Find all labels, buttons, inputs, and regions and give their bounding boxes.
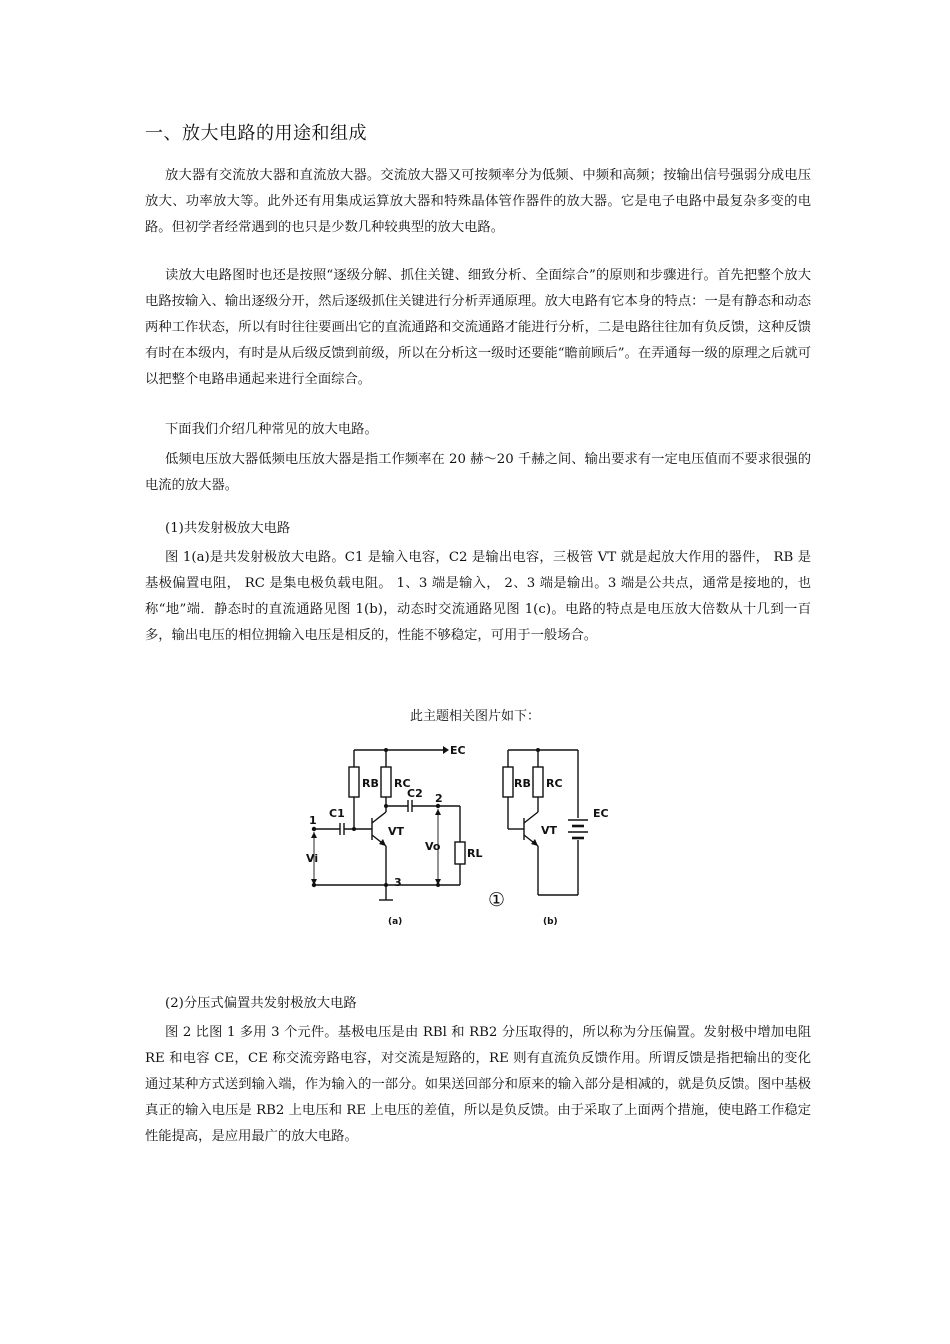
section-heading: 一、放大电路的用途和组成: [145, 123, 367, 144]
label-fig-b: (b): [543, 917, 558, 927]
paragraph-reading-method: 读放大电路图时也还是按照“逐级分解、抓住关键、细致分析、全面综合”的原则和步骤进行。首先把整个放大电路按输入、输出逐级分开，然后逐级抓住关键进行分析弄通原理。放大电路有它本身的特点：一是有静态和动态两种工作状态，所以有时往往要画出它的直流通路和交流通路才能进行分析，二是电路往往加有负反馈，这种反馈有时在本级内，有时是从后级反馈到前级，所以在分析这一级时还要能“瞻前顾后”。在弄通每一级的原理之后就可以把整个电路串通起来进行全面综合。: [145, 268, 811, 387]
subheading-voltage-divider-bias: (2)分压式偏置共发射极放大电路: [165, 996, 357, 1011]
label-rc-a: RC: [394, 777, 411, 790]
paragraph-common-emitter: 图 1(a)是共发射极放大电路。C1 是输入电容，C2 是输出电容，三极管 VT 就是起放大作用的器件， RB 是基极偏置电阻， RC 是集电极负载电阻。 1、3 端是输入， 2、3 端是输出。3 端是公共点，通常是接地的，也称“地”端．静态时的直流通路见图 1(b)，动态时交流通路见图 1(c)。电路的特点是电压放大倍数从十几到一百多，输出电压的相位拥输入电压是相反的，性能不够稳定，可用于一般场合。: [145, 550, 811, 643]
label-node-1: 1: [309, 814, 317, 827]
paragraph-amplifier-types: 放大器有交流放大器和直流放大器。交流放大器又可按频率分为低频、中频和高频；按输出信号强弱分成电压放大、功率放大等。此外还有用集成运算放大器和特殊晶体管作器件的放大器。它是电子电路中最复杂多变的电路。但初学者经常遇到的也只是少数几种较典型的放大电路。: [145, 168, 811, 235]
label-rc-b: RC: [546, 777, 563, 790]
label-ec-b: EC: [593, 807, 609, 820]
label-vt-b: VT: [541, 824, 558, 837]
label-node-3: 3: [394, 876, 402, 889]
label-c2: C2: [407, 787, 423, 800]
paragraph-voltage-divider-bias: 图 2 比图 1 多用 3 个元件。基极电压是由 RBl 和 RB2 分压取得的，所以称为分压偏置。发射极中增加电阻 RE 和电容 CE，CE 称交流旁路电容，对交流是短路的，RE 则有直流负反馈作用。所谓反馈是指把输出的变化通过某种方式送到输入端，作为输入的一部分。如果送回部分和原来的输入部分是相减的，就是负反馈。图中基极真正的输入电压是 RB2 上电压和 RE 上电压的差值，所以是负反馈。由于采取了上面两个措施，使电路工作稳定性能提高，是应用最广的放大电路。: [145, 1025, 811, 1144]
label-vi: Vi: [306, 852, 319, 865]
amplifier-circuit-diagram: [300, 736, 630, 936]
label-rb-a: RB: [362, 777, 379, 790]
label-rl: RL: [467, 847, 483, 860]
label-figure-number: ①: [488, 889, 506, 911]
paragraph-low-freq-amplifier: 低频电压放大器低频电压放大器是指工作频率在 20 赫～20 千赫之间、输出要求有一定电压值而不要求很强的电流的放大器。: [145, 452, 811, 493]
label-vt-a: VT: [388, 825, 405, 838]
figure-caption: 此主题相关图片如下：: [409, 709, 540, 724]
label-rb-b: RB: [514, 777, 531, 790]
label-fig-a: (a): [388, 917, 403, 927]
paragraph-intro: 下面我们介绍几种常见的放大电路。: [165, 422, 378, 437]
label-c1: C1: [329, 807, 345, 820]
subheading-common-emitter: (1)共发射极放大电路: [165, 521, 291, 536]
label-ec-a: EC: [450, 744, 466, 757]
label-node-2: 2: [435, 792, 443, 805]
label-vo: Vo: [425, 840, 441, 853]
